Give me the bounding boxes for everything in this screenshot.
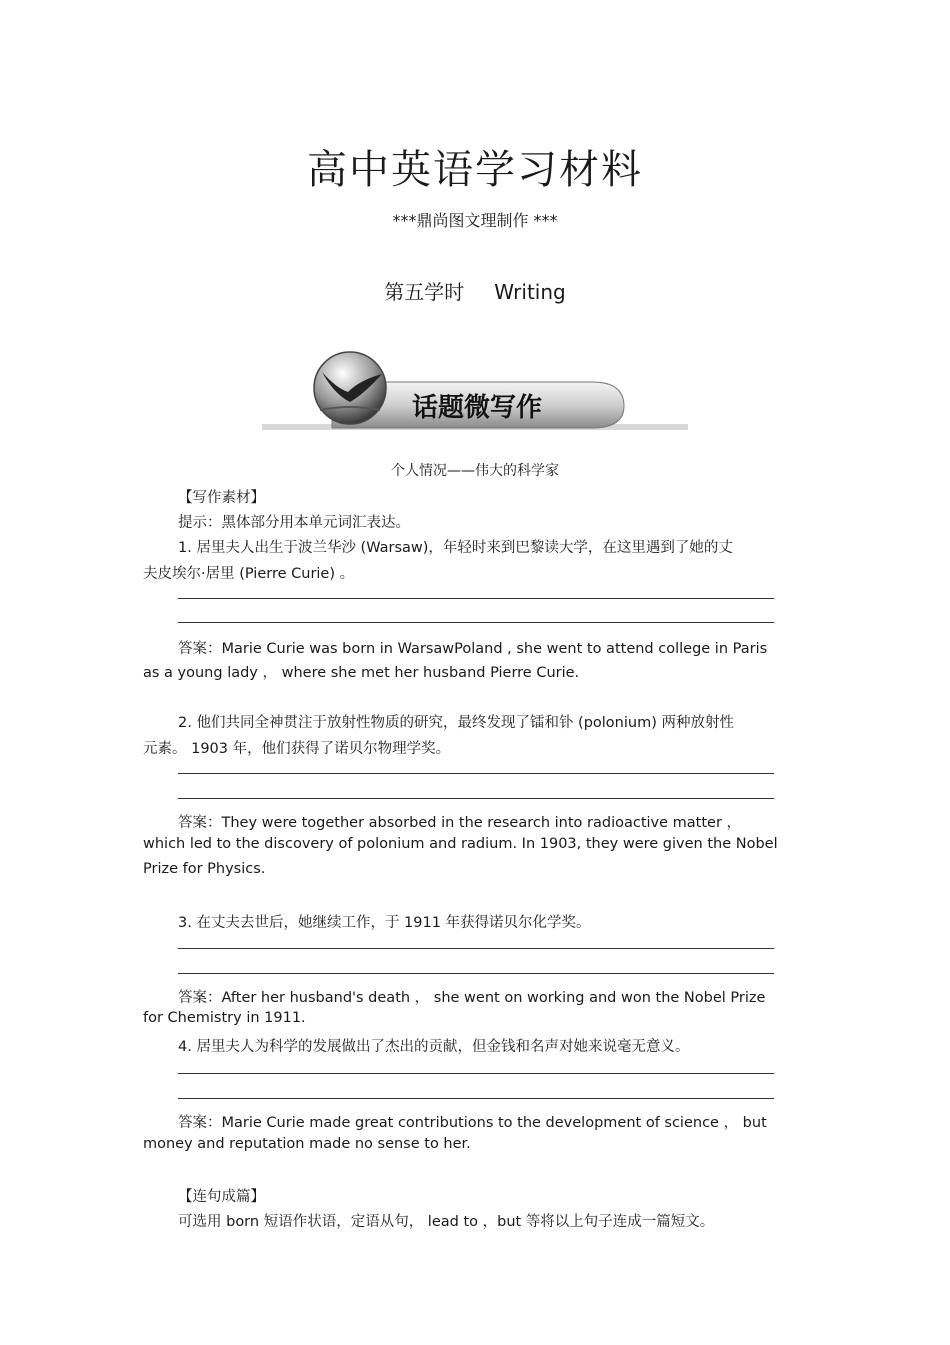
answer-label: 答案：: [178, 1115, 222, 1131]
answer-line: [178, 622, 774, 623]
answer-line: [178, 798, 774, 799]
answer-4-line-2: money and reputation made no sense to her.: [143, 1136, 471, 1152]
lesson-number: 第五学时: [384, 280, 465, 304]
answer-1-line-2: as a young lady ， where she met her husband Pierre Curie.: [143, 665, 580, 681]
materials-hint: 提示：黑体部分用本单元词汇表达。: [178, 515, 410, 531]
lesson-topic: Writing: [494, 280, 566, 304]
answer-line: [178, 598, 774, 599]
answer-line: [178, 1073, 774, 1074]
question-3-line-1: 3. 在丈夫去世后，她继续工作，于 1911 年获得诺贝尔化学奖。: [178, 915, 591, 931]
answer-3-line-2: for Chemistry in 1911.: [143, 1010, 306, 1026]
question-2-line-2: 元素。 1903 年，他们获得了诺贝尔物理学奖。: [143, 741, 451, 757]
answer-line: [178, 773, 774, 774]
topic-subheading: 个人情况——伟大的科学家: [391, 463, 559, 479]
globe-icon: [314, 352, 386, 424]
compose-heading: 【连句成篇】: [178, 1189, 265, 1205]
answer-label: 答案：: [178, 815, 222, 831]
answer-line: [178, 948, 774, 949]
answer-text: They were together absorbed in the research into radioactive matter ，: [221, 815, 742, 831]
answer-3-line-1: [178, 986, 765, 1007]
answer-label: 答案：: [178, 990, 222, 1006]
question-1-line-1: 1. 居里夫人出生于波兰华沙 (Warsaw)，年轻时来到巴黎读大学，在这里遇到了她的丈: [178, 540, 733, 556]
answer-label: 答案：: [178, 641, 222, 657]
page-title: 高中英语学习材料: [307, 147, 643, 193]
answer-2-line-2: which led to the discovery of polonium and radium. In 1903, they were given the Nobel: [143, 836, 778, 852]
answer-text: Marie Curie made great contributions to the development of science ， but: [221, 1115, 767, 1131]
page-subtitle: ***鼎尚图文理制作 ***: [392, 211, 558, 230]
question-1-line-2: 夫皮埃尔·居里 (Pierre Curie) 。: [143, 566, 355, 582]
answer-text: After her husband's death ， she went on working and won the Nobel Prize: [221, 990, 766, 1006]
answer-1-line-1: [178, 637, 767, 658]
compose-instruction: 可选用 born 短语作状语，定语从句， lead to ，but 等将以上句子连成一篇短文。: [178, 1214, 715, 1230]
banner-graphic: [262, 348, 688, 432]
lesson-heading: [0, 276, 950, 305]
question-2-line-1: 2. 他们共同全神贯注于放射性物质的研究，最终发现了镭和钋 (polonium) 两种放射性: [178, 715, 734, 731]
answer-2-line-1: [178, 811, 741, 832]
answer-line: [178, 1098, 774, 1099]
materials-heading: 【写作素材】: [178, 490, 265, 506]
answer-2-line-3: Prize for Physics.: [143, 861, 266, 877]
banner-label: 话题微写作: [412, 393, 543, 423]
answer-line: [178, 973, 774, 974]
answer-text: Marie Curie was born in WarsawPoland , she went to attend college in Paris: [221, 641, 768, 657]
topic-banner: [262, 348, 688, 432]
question-4-line-1: 4. 居里夫人为科学的发展做出了杰出的贡献，但金钱和名声对她来说毫无意义。: [178, 1039, 690, 1055]
answer-4-line-1: [178, 1111, 767, 1132]
